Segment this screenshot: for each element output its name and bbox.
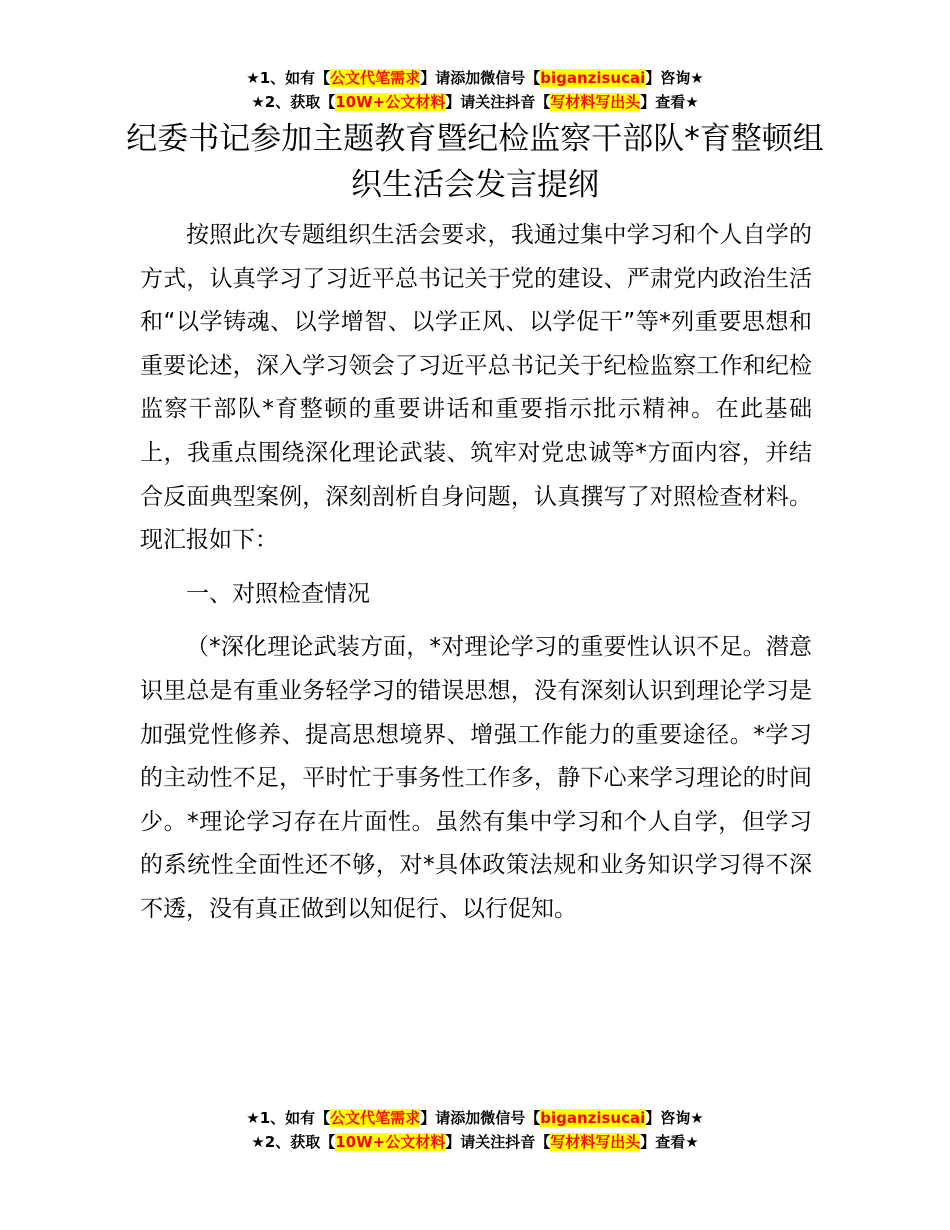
bottom-banner [0,1106,950,1154]
banner-line-2-middle: 】请关注抖音【 [445,93,551,111]
document-body [140,214,812,932]
top-banner [0,66,950,114]
banner-highlight-service: 公文代笔需求 [330,1109,421,1127]
banner-highlight-douyin: 写材料写出头 [550,93,641,111]
banner-line-2 [0,1130,950,1154]
banner-line-2-suffix: 】查看★ [640,1133,699,1151]
banner-line-1 [0,66,950,90]
banner-line-1-middle: 】请添加微信号【 [420,1109,541,1127]
banner-line-1-middle: 】请添加微信号【 [420,69,541,87]
banner-highlight-wechat-id: biganzisucai [540,1109,646,1127]
banner-line-2-suffix: 】查看★ [640,93,699,111]
banner-line-1 [0,1106,950,1130]
banner-line-2-prefix: ★2、获取【 [251,93,336,111]
document-title: 纪委书记参加主题教育暨纪检监察干部队*育整顿组织生活会发言提纲 [126,121,824,203]
intro-paragraph: 按照此次专题组织生活会要求，我通过集中学习和个人自学的方式，认真学习了习近平总书记关于党的建设、严肃党内政治生活和“以学铸魂、以学增智、以学正风、以学促干”等*列重要思想和重要论述，深入学习领会了习近平总书记关于纪检监察工作和纪检监察干部队*育整顿的重要讲话和重要指示批示精神。在此基础上，我重点围绕深化理论武装、筑牢对党忠诚等*方面内容，并结合反面典型案例，深刻剖析自身问题，认真撰写了对照检查材料。现汇报如下： [140,222,812,554]
banner-line-2-middle: 】请关注抖音【 [445,1133,551,1151]
banner-line-1-suffix: 】咨询★ [645,69,704,87]
body-paragraph: （*深化理论武装方面，*对理论学习的重要性认识不足。潜意识里总是有重业务轻学习的错误思想，没有深刻认识到理论学习是加强党性修养、提高思想境界、增强工作能力的重要途径。*学习的主动性不足，平时忙于事务性工作多，静下心来学习理论的时间少。*理论学习存在片面性。虽然有集中学习和个人自学，但学习的系统性全面性还不够，对*具体政策法规和业务知识学习得不深不透，没有真正做到以知促行、以行促知。 [140,634,812,922]
banner-highlight-douyin: 写材料写出头 [550,1133,641,1151]
banner-line-1-suffix: 】咨询★ [645,1109,704,1127]
banner-highlight-materials: 10W+公文材料 [335,1133,446,1151]
banner-highlight-materials: 10W+公文材料 [335,93,446,111]
banner-highlight-service: 公文代笔需求 [330,69,421,87]
banner-line-1-prefix: ★1、如有【 [246,69,331,87]
banner-line-2-prefix: ★2、获取【 [251,1133,336,1151]
section-heading: 一、对照检查情况 [186,580,370,607]
banner-highlight-wechat-id: biganzisucai [540,69,646,87]
banner-line-2 [0,90,950,114]
banner-line-1-prefix: ★1、如有【 [246,1109,331,1127]
